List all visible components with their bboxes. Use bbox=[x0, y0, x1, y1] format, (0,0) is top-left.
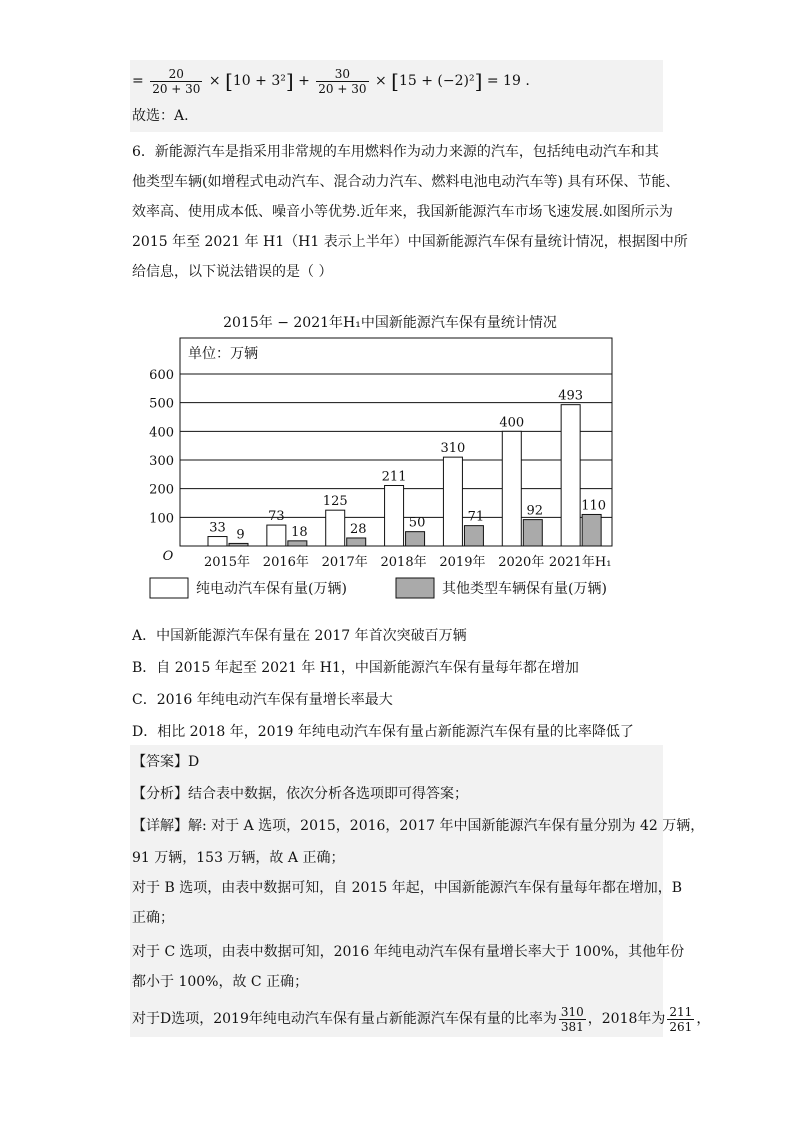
legend-swatch-pure-electric bbox=[150, 578, 188, 598]
option-d: D．相比 2018 年，2019 年纯电动汽车保有量占新能源汽车保有量的比率降低了 bbox=[132, 724, 634, 740]
fraction-2019: $\frac{310}{381}$ bbox=[560, 1004, 584, 1034]
x-tick-label: 2019年 bbox=[439, 555, 486, 570]
y-tick-label: 100 bbox=[149, 511, 174, 527]
bar-chart bbox=[140, 310, 650, 610]
bar-pure-electric bbox=[208, 537, 227, 546]
bar-other-type bbox=[288, 541, 307, 546]
option-a: A．中国新能源汽车保有量在 2017 年首次突破百万辆 bbox=[132, 628, 467, 644]
question-line-5: 给信息，以下说法错误的是（ ） bbox=[132, 264, 333, 280]
x-tick-label: 2021年H₁ bbox=[548, 555, 612, 570]
data-label: 110 bbox=[581, 498, 607, 514]
chart-title: 2015年 − 2021年H₁中国新能源汽车保有量统计情况 bbox=[223, 315, 557, 331]
x-tick-label: 2017年 bbox=[321, 555, 368, 570]
bar-pure-electric bbox=[267, 525, 286, 546]
bar-other-type bbox=[229, 543, 248, 546]
data-label: 9 bbox=[236, 527, 245, 543]
option-c: C．2016 年纯电动汽车保有量增长率最大 bbox=[132, 692, 393, 708]
question-line-1: 6．新能源汽车是指采用非常规的车用燃料作为动力来源的汽车，包括纯电动汽车和其 bbox=[132, 144, 659, 160]
legend-label-pure-electric: 纯电动汽车保有量(万辆) bbox=[196, 581, 347, 597]
x-tick-label: 2018年 bbox=[380, 555, 427, 570]
x-tick-label: 2015年 bbox=[203, 555, 251, 570]
bar-pure-electric bbox=[385, 486, 404, 546]
data-label: 310 bbox=[440, 441, 466, 457]
option-b: B．自 2015 年起至 2021 年 H1，中国新能源汽车保有量每年都在增加 bbox=[132, 660, 579, 676]
fraction-2018: $\frac{211}{261}$ bbox=[669, 1004, 693, 1034]
data-label: 18 bbox=[291, 524, 308, 540]
origin-label: O bbox=[162, 549, 174, 564]
detail-line-3: 对于 B 选项，由表中数据可知，自 2015 年起，中国新能源汽车保有量每年都在增加，B bbox=[132, 880, 683, 896]
formula-result: = 19 . bbox=[486, 73, 530, 89]
formula-fraction-2: $\frac{30}{20 + 30}$ bbox=[318, 66, 367, 96]
bar-pure-electric bbox=[443, 457, 462, 546]
x-tick-label: 2016年 bbox=[262, 555, 309, 570]
unit-label: 单位：万辆 bbox=[188, 346, 258, 362]
bar-pure-electric bbox=[561, 405, 580, 546]
detail-line-6: 都小于 100%，故 C 正确； bbox=[132, 974, 309, 990]
bar-other-type bbox=[406, 532, 425, 546]
y-tick-label: 300 bbox=[149, 454, 174, 469]
data-label: 400 bbox=[499, 415, 525, 431]
detail-line-5: 对于 C 选项，由表中数据可知，2016 年纯电动汽车保有量增长率大于 100%，其他年份 bbox=[132, 944, 685, 960]
data-label: 493 bbox=[558, 388, 584, 404]
question-line-4: 2015 年至 2021 年 H1（H1 表示上半年）中国新能源汽车保有量统计情况，根据图中所 bbox=[132, 234, 688, 250]
data-label: 92 bbox=[526, 503, 544, 519]
formula-equals: = bbox=[132, 73, 144, 89]
bar-other-type bbox=[347, 538, 366, 546]
data-label: 33 bbox=[209, 520, 226, 536]
detail-line-4: 正确； bbox=[132, 910, 174, 926]
formula-bracket-2: 15 + (−2)² bbox=[398, 73, 475, 89]
data-label: 71 bbox=[467, 509, 485, 525]
analysis-text: 【分析】结合表中数据，依次分析各选项即可得答案； bbox=[132, 786, 468, 802]
y-tick-label: 500 bbox=[149, 396, 174, 412]
data-label: 28 bbox=[349, 521, 367, 537]
detail-line-7: 对于D选项，2019年纯电动汽车保有量占新能源汽车保有量的比率为 $\frac{310}{381}$ ，2018年为 $\frac{211}{261}$ ， bbox=[132, 1004, 711, 1034]
bar-other-type bbox=[523, 520, 542, 546]
data-label: 50 bbox=[408, 515, 426, 531]
formula-bracket-1: 10 + 3² bbox=[232, 73, 286, 89]
formula-fraction-1: $\frac{20}{20 + 30}$ bbox=[152, 66, 201, 96]
y-tick-label: 200 bbox=[149, 482, 174, 498]
bar-chart-svg bbox=[140, 310, 650, 610]
y-tick-label: 400 bbox=[149, 425, 174, 441]
detail-line-1: 【详解】解: 对于 A 选项，2015，2016，2017 年中国新能源汽车保有量分别为 42 万辆， bbox=[132, 818, 705, 834]
bar-pure-electric bbox=[502, 431, 521, 546]
legend-label-other-type: 其他类型车辆保有量(万辆) bbox=[442, 581, 607, 597]
answer-label: 【答案】D bbox=[132, 754, 200, 770]
answer-select: 故选：A. bbox=[132, 108, 189, 124]
question-line-2: 他类型车辆(如增程式电动汽车、混合动力汽车、燃料电池电动汽车等) 具有环保、节能、 bbox=[132, 174, 680, 190]
y-tick-label: 600 bbox=[149, 368, 174, 383]
data-label: 211 bbox=[381, 469, 407, 485]
x-tick-label: 2020年 bbox=[498, 555, 545, 570]
question-line-3: 效率高、使用成本低、噪音小等优势.近年来，我国新能源汽车市场飞速发展.如图所示为 bbox=[132, 204, 673, 220]
legend-swatch-other-type bbox=[396, 578, 434, 598]
detail-line-2: 91 万辆，153 万辆，故 A 正确； bbox=[132, 850, 345, 866]
bar-other-type bbox=[582, 514, 601, 546]
bar-other-type bbox=[464, 526, 483, 546]
bar-pure-electric bbox=[326, 510, 345, 546]
data-label: 73 bbox=[268, 509, 285, 525]
data-label: 125 bbox=[322, 494, 348, 510]
formula-line: = $\frac{20}{20 + 30}$ × [10 + 3²] + $\frac{30}{20 + 30}$ × [15 + (−2)²] = 19 . bbox=[132, 66, 530, 96]
